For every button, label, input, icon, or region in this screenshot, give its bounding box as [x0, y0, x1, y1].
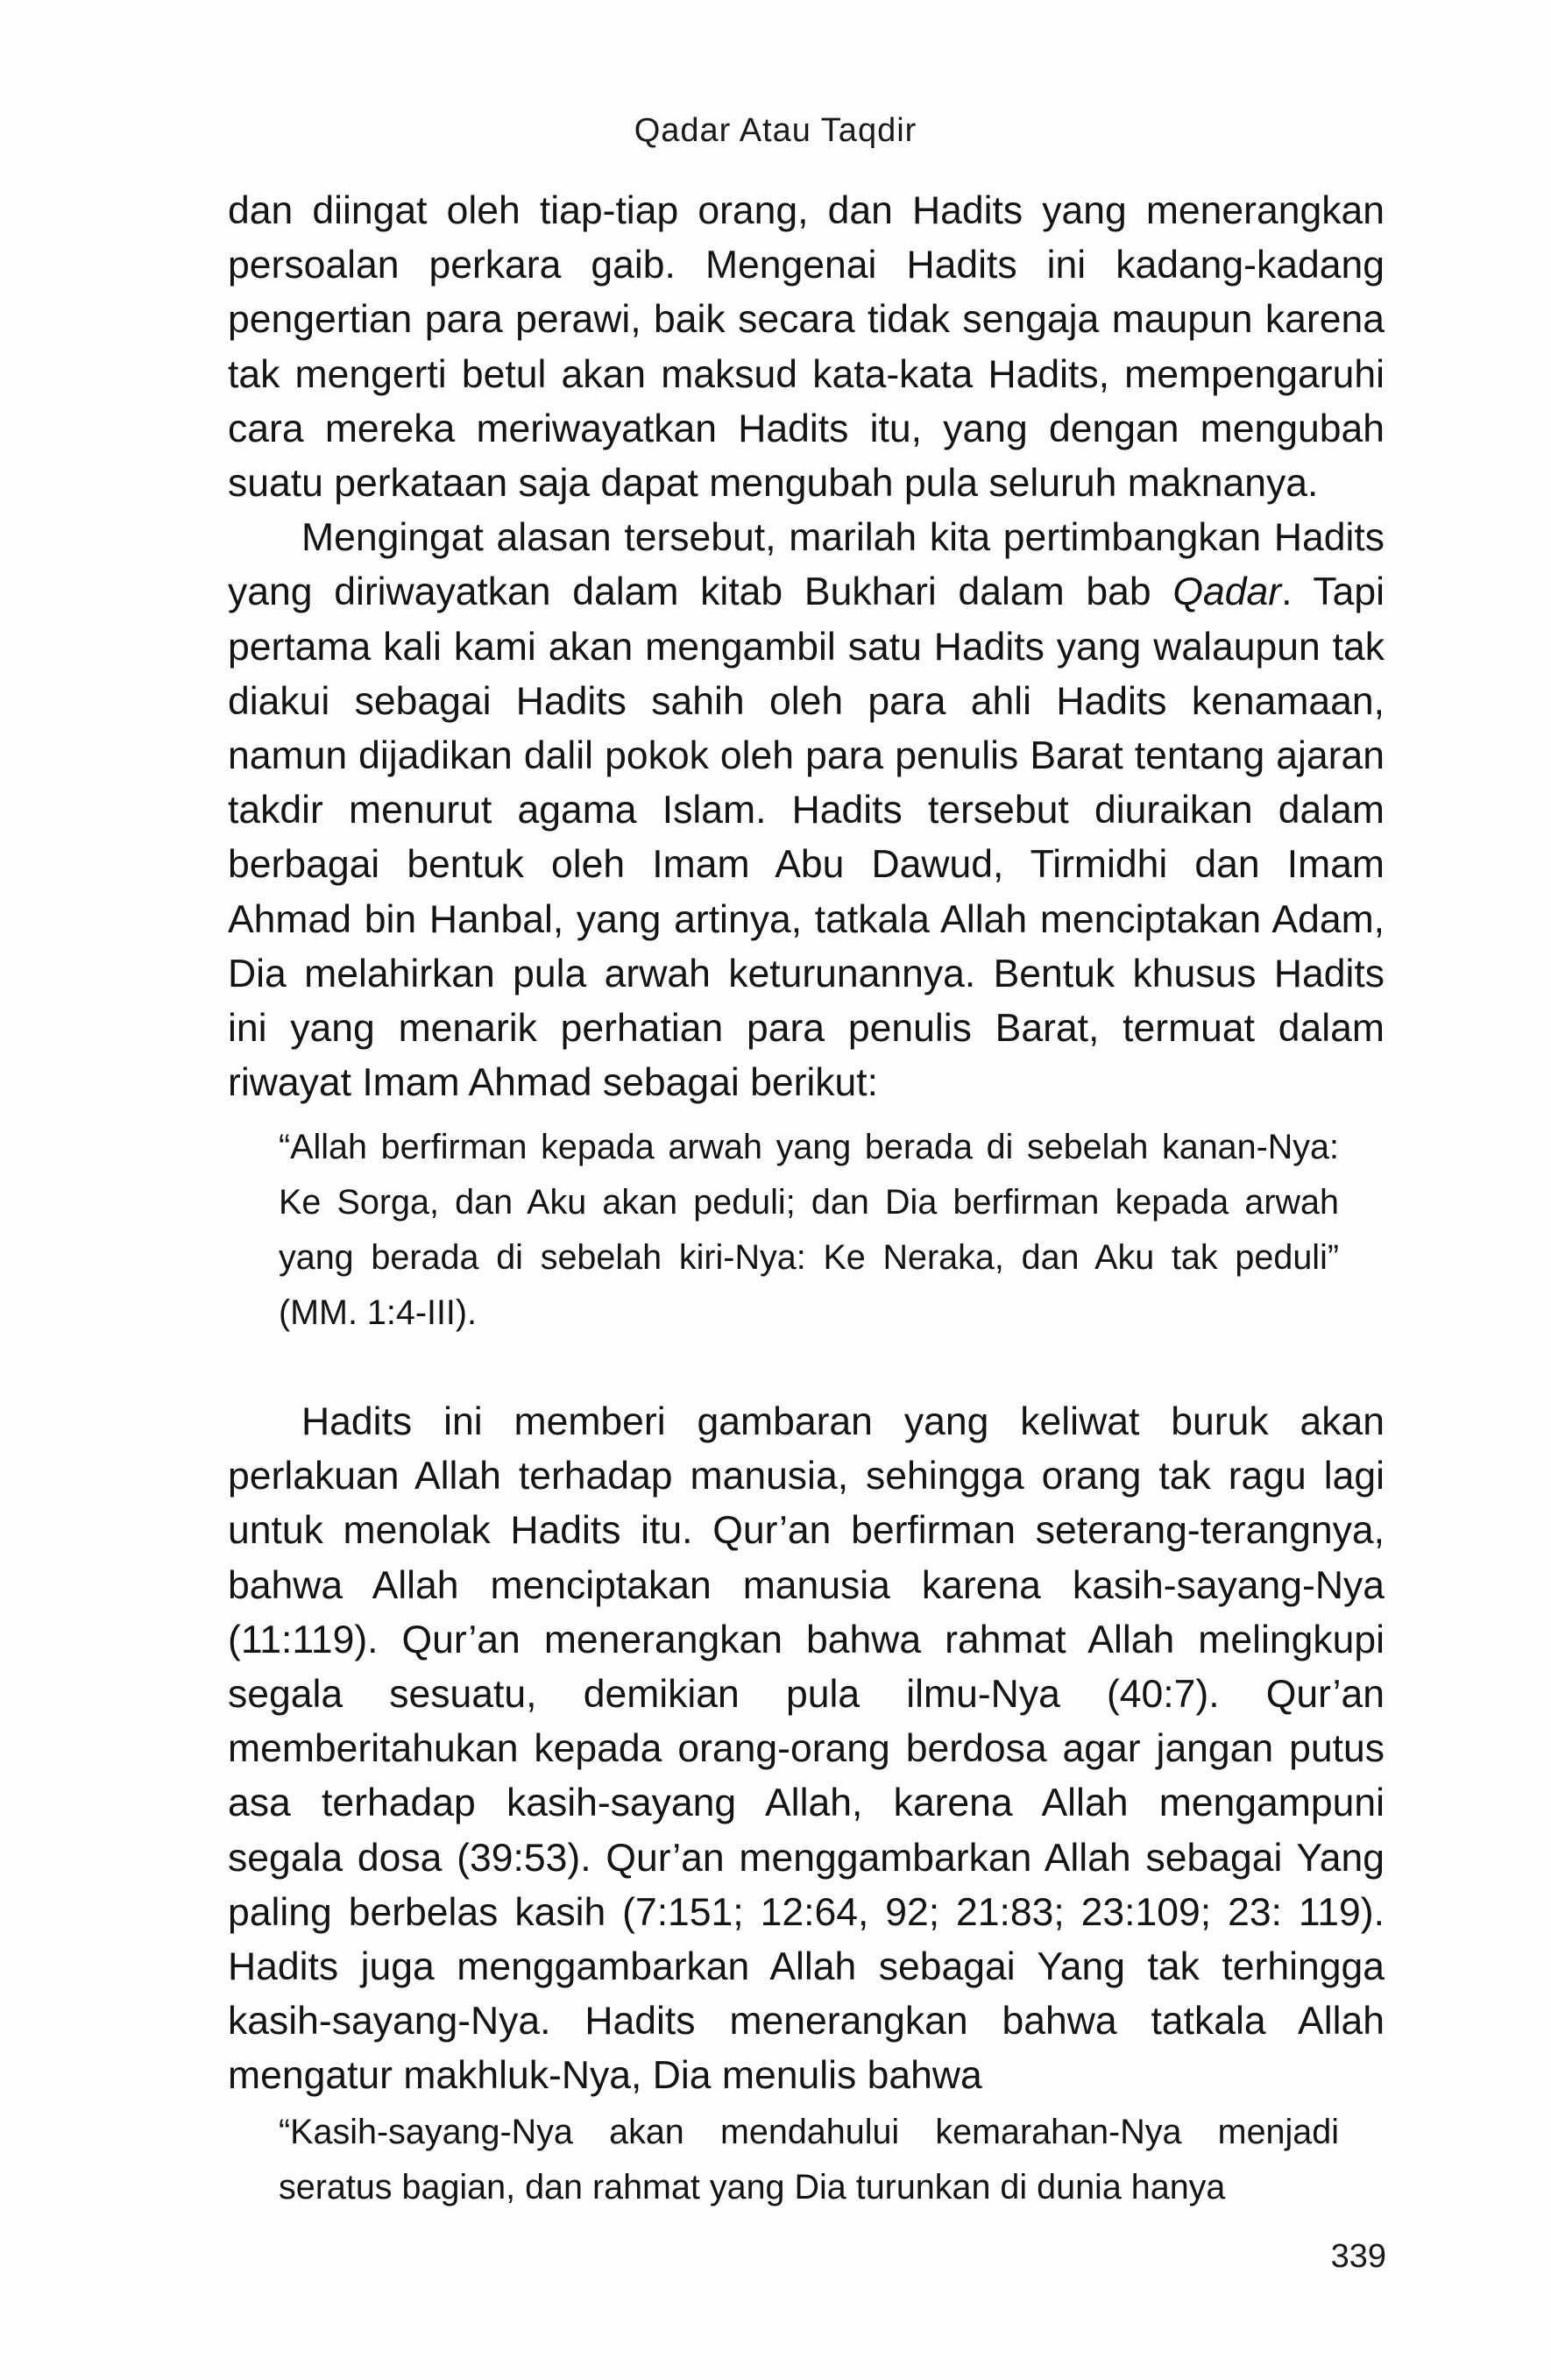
running-head-title: Qadar Atau Taqdir	[634, 112, 917, 149]
paragraph-second-start: Mengingat alasan tersebut, marilah kita pertimbangkan Hadits yang diriwayatkan dalam kitab Bukhari dalam bab	[228, 516, 1385, 614]
paragraph-second	[228, 511, 1385, 1110]
paragraph-second-end: . Tapi pertama kali kami akan mengambil satu Hadits yang walaupun tak diakui sebagai Hadits sahih oleh para ahli Hadits kenamaan, namun dijadikan dalil pokok oleh para penulis Barat tentang ajaran takdir menurut agama Islam. Hadits tersebut diuraikan dalam berbagai bentuk oleh Imam Abu Dawud, Tirmidhi dan Imam Ahmad bin Hanbal, yang artinya, tatkala Allah menciptakan Adam, Dia melahirkan pula arwah keturunannya. Bentuk khusus Hadits ini yang menarik perhatian para penulis Barat, termuat dalam riwayat Imam Ahmad sebagai berikut:	[228, 570, 1385, 1105]
block-quote-second: “Kasih-sayang-Nya akan mendahului kemarahan-Nya menjadi seratus bagian, dan rahmat yang Dia turunkan di dunia hanya	[279, 2113, 1339, 2206]
italic-term-qadar: Qadar	[1172, 570, 1282, 614]
block-quote-first: “Allah berfirman kepada arwah yang berada di sebelah kanan-Nya: Ke Sorga, dan Aku akan peduli; dan Dia berfirman kepada arwah yang berada di sebelah kiri-Nya: Ke Neraka, dan Aku tak peduli” (MM. 1:4-III).	[279, 1128, 1339, 1332]
paragraph-block-2	[228, 1395, 1385, 2104]
paragraph-block-1	[228, 184, 1385, 1110]
page-number: 339	[1330, 2238, 1386, 2275]
paragraph-continuation: dan diingat oleh tiap-tiap orang, dan Hadits yang menerangkan persoalan perkara gaib. Mengenai Hadits ini kadang-kadang pengertian para perawi, baik secara tidak sengaja maupun karena tak mengerti betul akan maksud kata-kata Hadits, mempengaruhi cara mereka meriwayatkan Hadits itu, yang dengan mengubah suatu perkataan saja dapat mengubah pula seluruh maknanya.	[228, 189, 1385, 506]
paragraph-third: Hadits ini memberi gambaran yang keliwat buruk akan perlakuan Allah terhadap manusia, sehingga orang tak ragu lagi untuk menolak Hadits itu. Qur’an berfirman seterang-terangnya, bahwa Allah menciptakan manusia karena kasih-sayang-Nya (11:119). Qur’an menerangkan bahwa rahmat Allah melingkupi segala sesuatu, demikian pula ilmu-Nya (40:7). Qur’an memberitahukan kepada orang-orang berdosa agar jangan putus asa terhadap kasih-sayang Allah, karena Allah mengampuni segala dosa (39:53). Qur’an menggambarkan Allah sebagai Yang paling berbelas kasih (7:151; 12:64, 92; 21:83; 23:109; 23: 119). Hadits juga menggambarkan Allah sebagai Yang tak terhingga kasih-sayang-Nya. Hadits menerangkan bahwa tatkala Allah mengatur makhluk-Nya, Dia menulis bahwa	[228, 1400, 1385, 2098]
